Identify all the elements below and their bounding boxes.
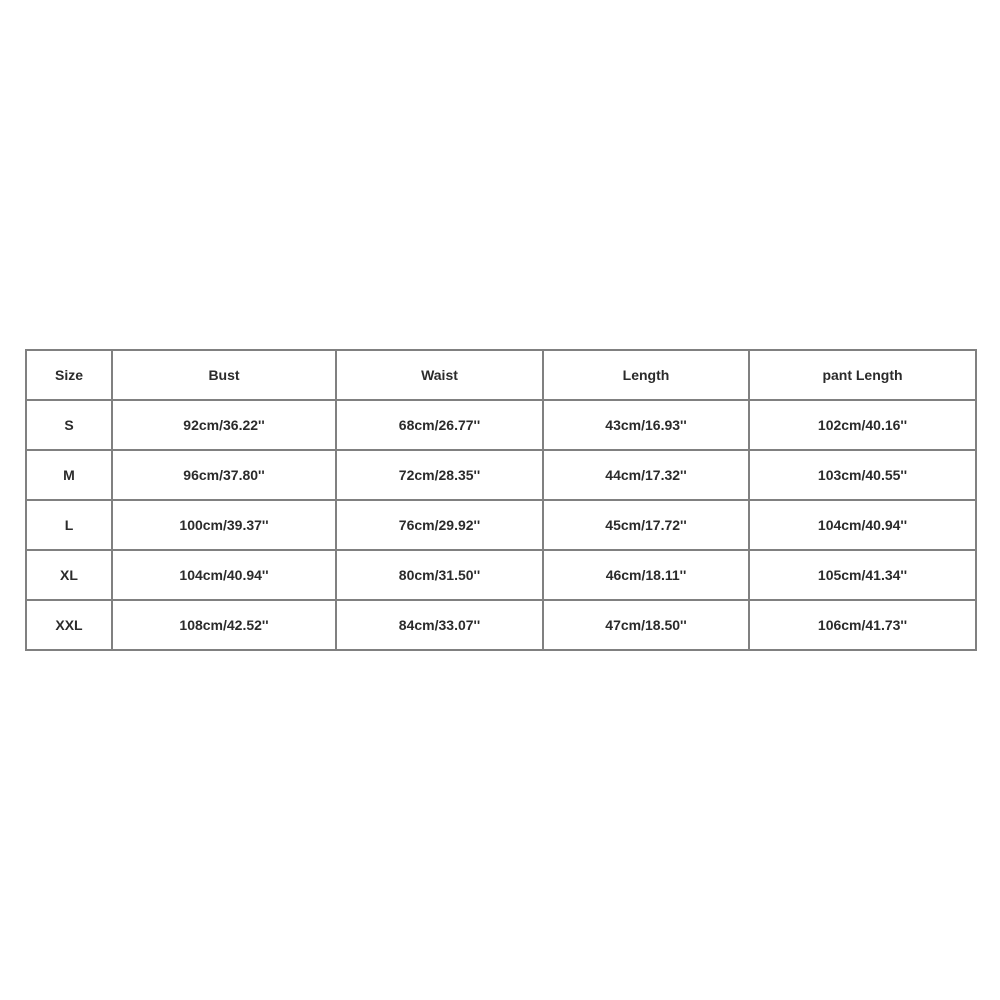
cell-waist: 76cm/29.92'': [336, 500, 543, 550]
cell-waist: 80cm/31.50'': [336, 550, 543, 600]
table-row: [26, 550, 976, 600]
cell-pant-length: 106cm/41.73'': [749, 600, 976, 650]
cell-bust: 104cm/40.94'': [112, 550, 336, 600]
table-row: [26, 450, 976, 500]
cell-waist: 84cm/33.07'': [336, 600, 543, 650]
cell-size: XXL: [26, 600, 112, 650]
table-header-row: [26, 350, 976, 400]
cell-bust: 108cm/42.52'': [112, 600, 336, 650]
cell-pant-length: 104cm/40.94'': [749, 500, 976, 550]
cell-pant-length: 102cm/40.16'': [749, 400, 976, 450]
cell-size: S: [26, 400, 112, 450]
cell-bust: 92cm/36.22'': [112, 400, 336, 450]
table-row: [26, 600, 976, 650]
cell-bust: 100cm/39.37'': [112, 500, 336, 550]
header-bust: Bust: [112, 350, 336, 400]
header-waist: Waist: [336, 350, 543, 400]
cell-size: M: [26, 450, 112, 500]
cell-length: 44cm/17.32'': [543, 450, 749, 500]
cell-waist: 72cm/28.35'': [336, 450, 543, 500]
cell-length: 43cm/16.93'': [543, 400, 749, 450]
header-pant-length: pant Length: [749, 350, 976, 400]
table-row: [26, 500, 976, 550]
cell-size: XL: [26, 550, 112, 600]
cell-pant-length: 103cm/40.55'': [749, 450, 976, 500]
cell-bust: 96cm/37.80'': [112, 450, 336, 500]
cell-length: 47cm/18.50'': [543, 600, 749, 650]
cell-length: 46cm/18.11'': [543, 550, 749, 600]
cell-length: 45cm/17.72'': [543, 500, 749, 550]
size-chart-table: [25, 349, 977, 651]
table-row: [26, 400, 976, 450]
cell-pant-length: 105cm/41.34'': [749, 550, 976, 600]
cell-size: L: [26, 500, 112, 550]
cell-waist: 68cm/26.77'': [336, 400, 543, 450]
header-length: Length: [543, 350, 749, 400]
header-size: Size: [26, 350, 112, 400]
